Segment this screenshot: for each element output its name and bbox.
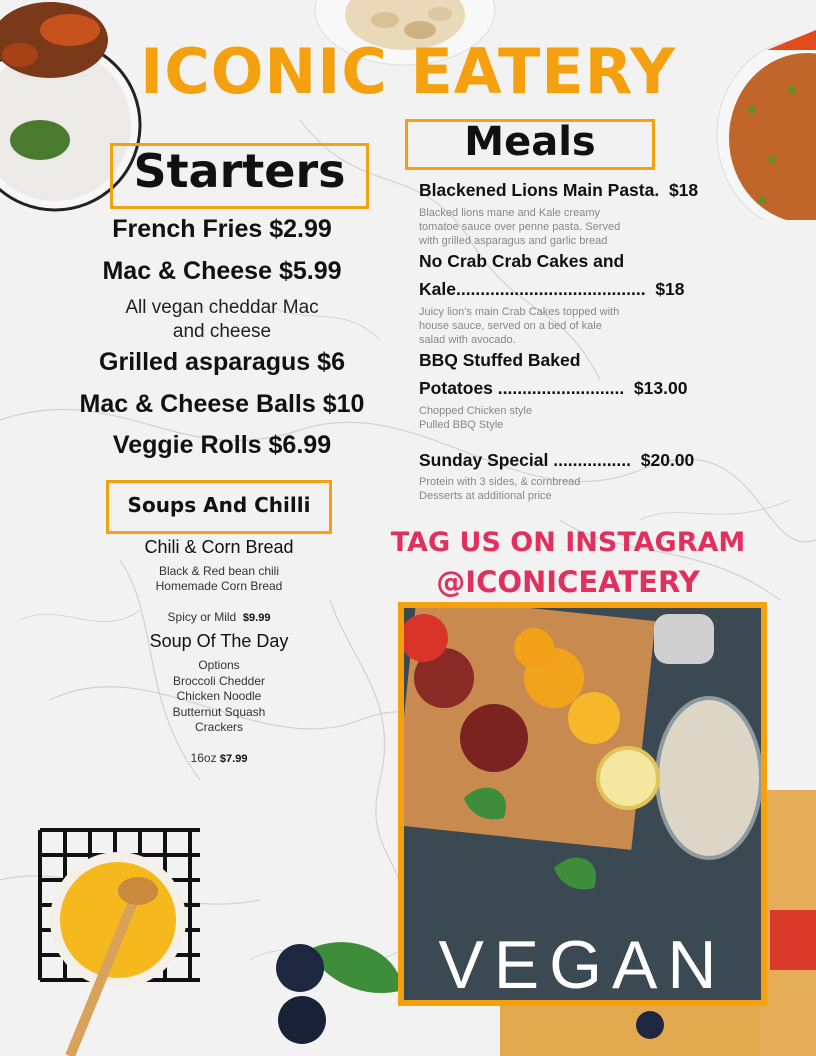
meal-description: Chopped Chicken style Pulled BBQ Style bbox=[419, 405, 533, 431]
mac-cheese-description: All vegan cheddar Mac and cheese bbox=[125, 297, 319, 342]
list-item: Broccoli Chedder bbox=[172, 673, 266, 688]
meal-name: BBQ Stuffed Baked bbox=[419, 350, 581, 370]
starter-item: Mac & Cheese Balls $10 bbox=[79, 390, 365, 418]
soup-of-day-name: Soup Of The Day bbox=[149, 631, 289, 651]
chili-price: $9.99 bbox=[242, 612, 271, 624]
blueberries-image bbox=[268, 930, 408, 1056]
instagram-handle[interactable]: @ICONICEATERY bbox=[436, 565, 700, 599]
starter-item: French Fries $2.99 bbox=[112, 215, 332, 243]
vegan-photo-frame bbox=[398, 602, 767, 1006]
list-item: Butternut Squash bbox=[172, 704, 266, 719]
meal-name-line2: Potatoes .......................... $13.00 bbox=[419, 378, 688, 398]
meal-description: Juicy lion's main Crab Cakes topped with house sauce, served on a bed of kale salad with avocado. bbox=[419, 306, 620, 346]
meal-name: Blackened Lions Main Pasta. $18 bbox=[419, 180, 699, 200]
soup-options-list bbox=[90, 658, 348, 736]
meal-name-line2: Kale....................................... $18 bbox=[419, 279, 685, 299]
meal-name: No Crab Crab Cakes and bbox=[419, 251, 625, 271]
honey-jar-image bbox=[30, 825, 210, 1056]
list-item: Options bbox=[198, 658, 240, 672]
chili-name: Chili & Corn Bread bbox=[144, 537, 294, 557]
list-item: Chicken Noodle bbox=[176, 689, 262, 703]
meal-price: $18 bbox=[655, 279, 685, 299]
starter-item: Veggie Rolls $6.99 bbox=[112, 431, 332, 459]
meal-price: $18 bbox=[668, 180, 699, 200]
photo-caption: VEGAN bbox=[438, 927, 727, 1003]
meal-price: $20.00 bbox=[640, 450, 695, 470]
restaurant-title bbox=[0, 35, 816, 108]
soup-price: $7.99 bbox=[219, 753, 248, 765]
meal-description: Protein with 3 sides, & cornbread Desserts at additional price bbox=[419, 476, 581, 502]
soup-price-line: 16oz $7.99 bbox=[190, 751, 248, 765]
starter-item: Grilled asparagus $6 bbox=[99, 348, 345, 376]
meals-heading: Meals bbox=[464, 119, 596, 165]
chili-description: Black & Red bean chili Homemade Corn Bread bbox=[155, 564, 283, 593]
restaurant-title-text: ICONIC EATERY bbox=[140, 35, 676, 108]
chili-price-line: Spicy or Mild $9.99 bbox=[167, 610, 271, 624]
starter-item: Mac & Cheese $5.99 bbox=[102, 257, 342, 285]
instagram-tagline: TAG US ON INSTAGRAM bbox=[390, 527, 746, 558]
meal-description: Blacked lions mane and Kale creamy tomatoe sauce over penne pasta. Served with grilled asparagus and garlic bread bbox=[419, 207, 621, 247]
starters-heading: Starters bbox=[133, 144, 346, 198]
list-item: Crackers bbox=[194, 720, 243, 734]
soups-heading: Soups And Chilli bbox=[127, 493, 311, 517]
meal-name: Sunday Special ................ $20.00 bbox=[419, 450, 695, 470]
meal-price: $13.00 bbox=[633, 378, 688, 398]
